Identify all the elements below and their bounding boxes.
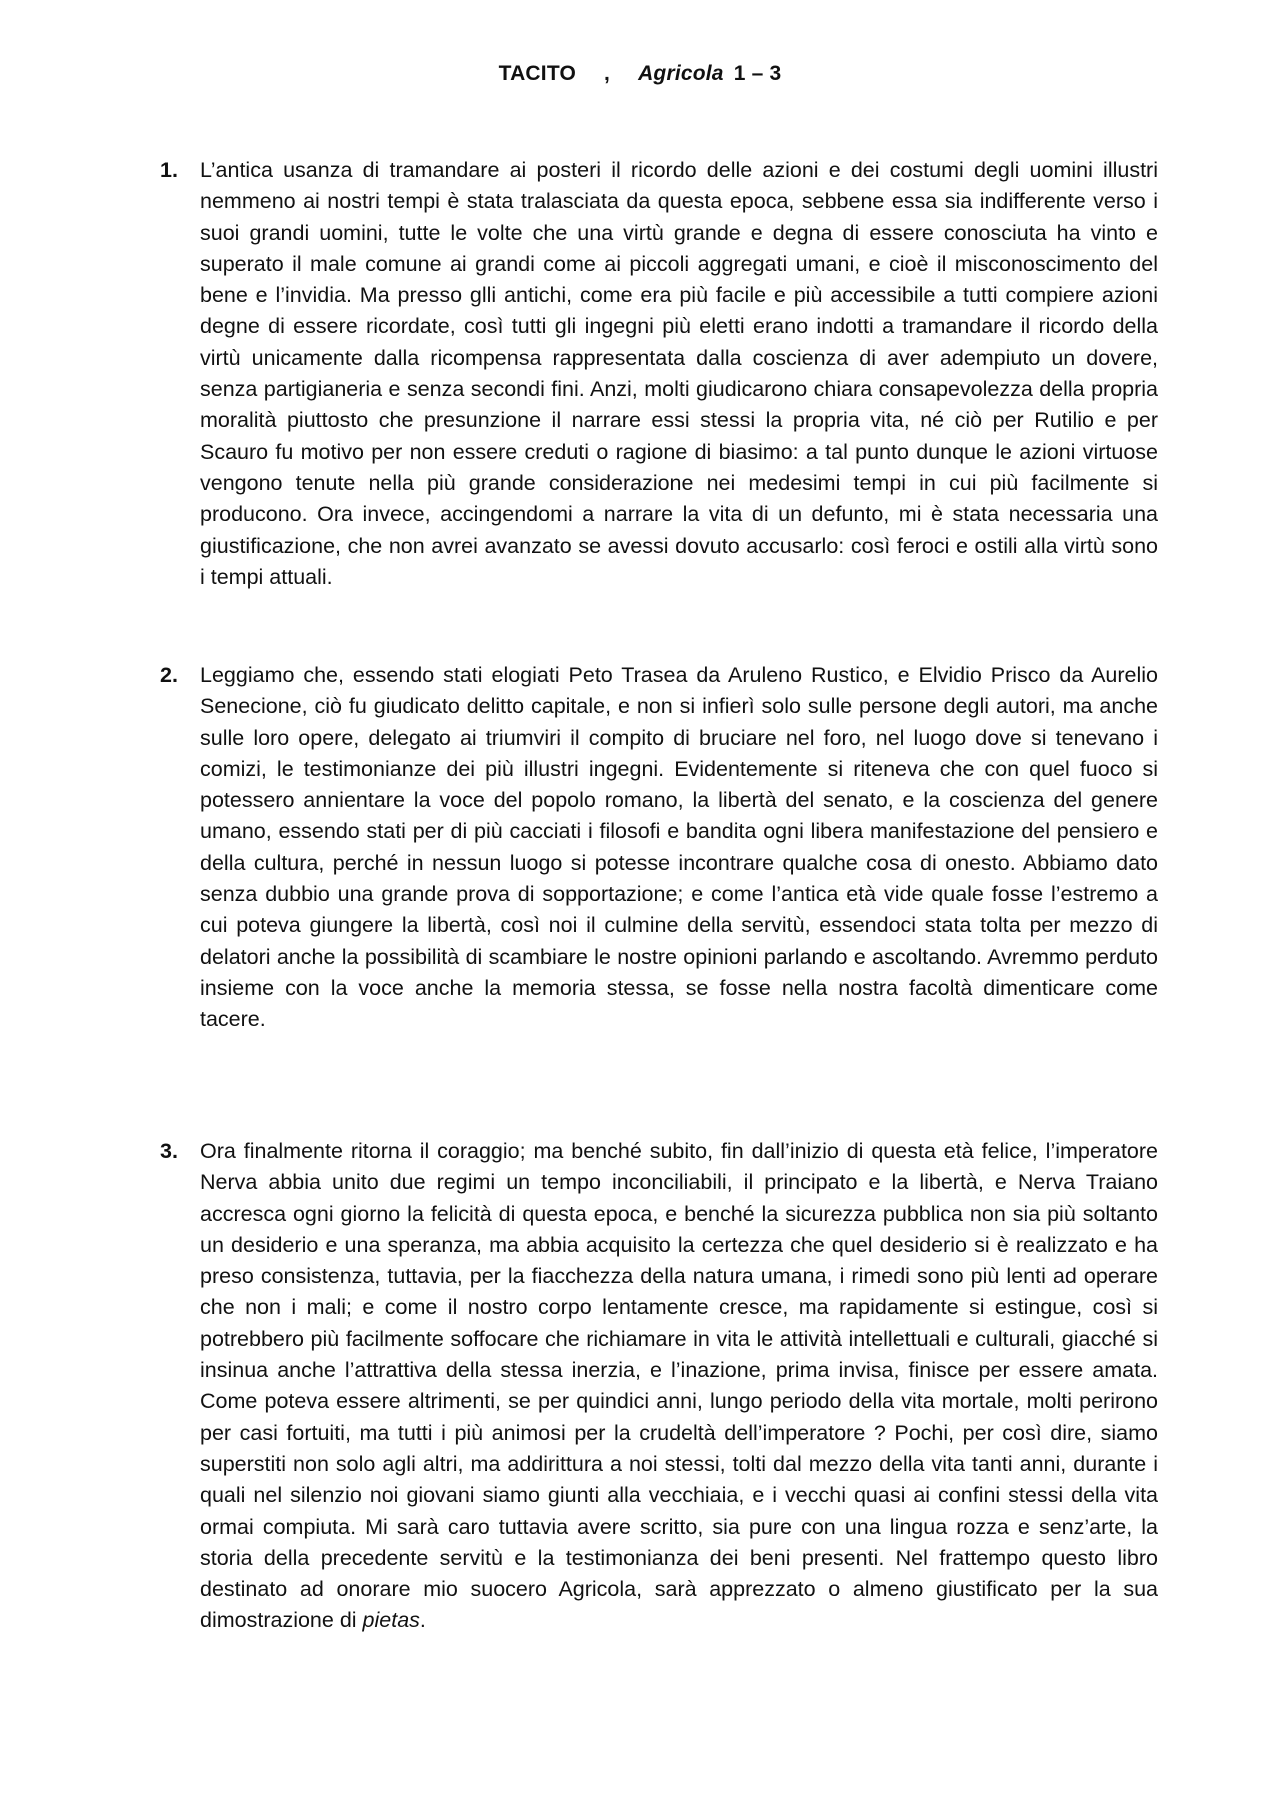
- section-text: Leggiamo che, essendo stati elogiati Peto Trasea da Aruleno Rustico, e Elvidio Prisco da Aurelio Senecione, ciò fu giudicato delitto capitale, e non si infierì solo sulle persone degli autori, ma anche sulle loro opere, delegato ai triumviri il compito di bruciare nel foro, nel luogo dove si tenevano i comizi, le testimonianze dei più illustri ingegni. Evidentemente si riteneva che con quel fuoco si potessero annientare la voce del popolo romano, la libertà del senato, e la coscienza del genere umano, essendo stati per di più cacciati i filosofi e bandita ogni libera manifestazione del pensiero e della cultura, perché in nessun luogo si potesse incontrare qualche cosa di onesto. Abbiamo dato senza dubbio una grande prova di sopportazione; e come l’antica età vide quale fosse l’estremo a cui poteva giungere la libertà, così noi il culmine della servitù, essendoci stata tolta per mezzo di delatori anche la possibilità di scambiare le nostre opinioni parlando e ascoltando. Avremmo perduto insieme con la voce anche la memoria stessa, se fosse nella nostra facoltà dimenticare come tacere.: [200, 663, 1158, 1032]
- title-author: TACITO: [498, 62, 577, 85]
- section-number: 2.: [160, 663, 178, 687]
- section-3: [160, 1136, 1158, 1637]
- italic-word: pietas: [362, 1608, 420, 1633]
- section-number: 1.: [160, 158, 178, 182]
- section-text: L’antica usanza di tramandare ai posteri il ricordo delle azioni e dei costumi degli uomini illustri nemmeno ai nostri tempi è stata tralasciata da questa epoca, sebbene essa sia indifferente verso i suoi grandi uomini, tutte le volte che una virtù grande e degna di essere conosciuta ha vinto e superato il male comune ai grandi come ai piccoli aggregati umani, e cioè il misconoscimento del bene e l’invidia. Ma presso glli antichi, come era più facile e più accessibile a tutti compiere azioni degne di essere ricordate, così tutti gli ingegni più eletti erano indotti a tramandare il ricordo della virtù unicamente dalla ricompensa rappresentata dalla coscienza di aver adempiuto un dovere, senza partigianeria e senza secondi fini. Anzi, molti giudicarono chiara consapevolezza della propria moralità piuttosto che presunzione il narrare essi stessi la propria vita, né ciò per Rutilio e per Scauro fu motivo per non essere creduti o ragione di biasimo: a tal punto dunque le azioni virtuose vengono tenute nella più grande considerazione nei medesimi tempi in cui più facilmente si producono. Ora invece, accingendomi a narrare la vita di un defunto, mi è stata necessaria una giustificazione, che non avrei avanzato se avessi dovuto accusarlo: così feroci e ostili alla virtù sono i tempi attuali.: [200, 158, 1158, 589]
- title-range: 1 – 3: [733, 62, 782, 85]
- section-text: Ora finalmente ritorna il coraggio; ma benché subito, fin dall’inizio di questa età felice, l’imperatore Nerva abbia unito due regimi un tempo inconciliabili, il principato e la libertà, e Nerva Traiano accresca ogni giorno la felicità di questa epoca, e benché la sicurezza pubblica non sia più soltanto un desiderio e una speranza, ma abbia acquisito la certezza che quel desiderio si è realizzato e ha preso consistenza, tuttavia, per la fiacchezza della natura umana, i rimedi sono più lenti ad operare che non i mali; e come il nostro corpo lentamente cresce, ma rapidamente si estingue, così si potrebbero più facilmente soffocare che richiamare in vita le attività intellettuali e culturali, giacché si insinua anche l’attrattiva della stessa inerzia, e l’inazione, prima invisa, finisce per essere amata. Come poteva essere altrimenti, se per quindici anni, lungo periodo della vita mortale, molti perirono per casi fortuiti, ma tutti i più animosi per la crudeltà dell’imperatore ? Pochi, per così dire, siamo superstiti non solo agli altri, ma addirittura a noi stessi, tolti dal mezzo della vita tanti anni, durante i quali nel silenzio noi giovani siamo giunti alla vecchiaia, e i vecchi quasi ai confini stessi della vita ormai compiuta. Mi sarà caro tuttavia avere scritto, sia pure con una lingua rozza e senz’arte, la storia della precedente servitù e la testimonianza dei beni presenti. Nel frattempo questo libro destinato ad onorare mio suocero Agricola, sarà apprezzato o almeno giustificato per la sua dimostrazione di: [200, 1139, 1158, 1633]
- section-1: [160, 155, 1158, 593]
- section-paragraph: [200, 1136, 1158, 1637]
- section-number: 3.: [160, 1139, 178, 1163]
- section-2: [160, 660, 1158, 1036]
- title-separator: ,: [604, 62, 611, 85]
- page-title: [0, 62, 1280, 86]
- section-end-punctuation: .: [419, 1608, 426, 1633]
- title-work: Agricola: [638, 62, 724, 85]
